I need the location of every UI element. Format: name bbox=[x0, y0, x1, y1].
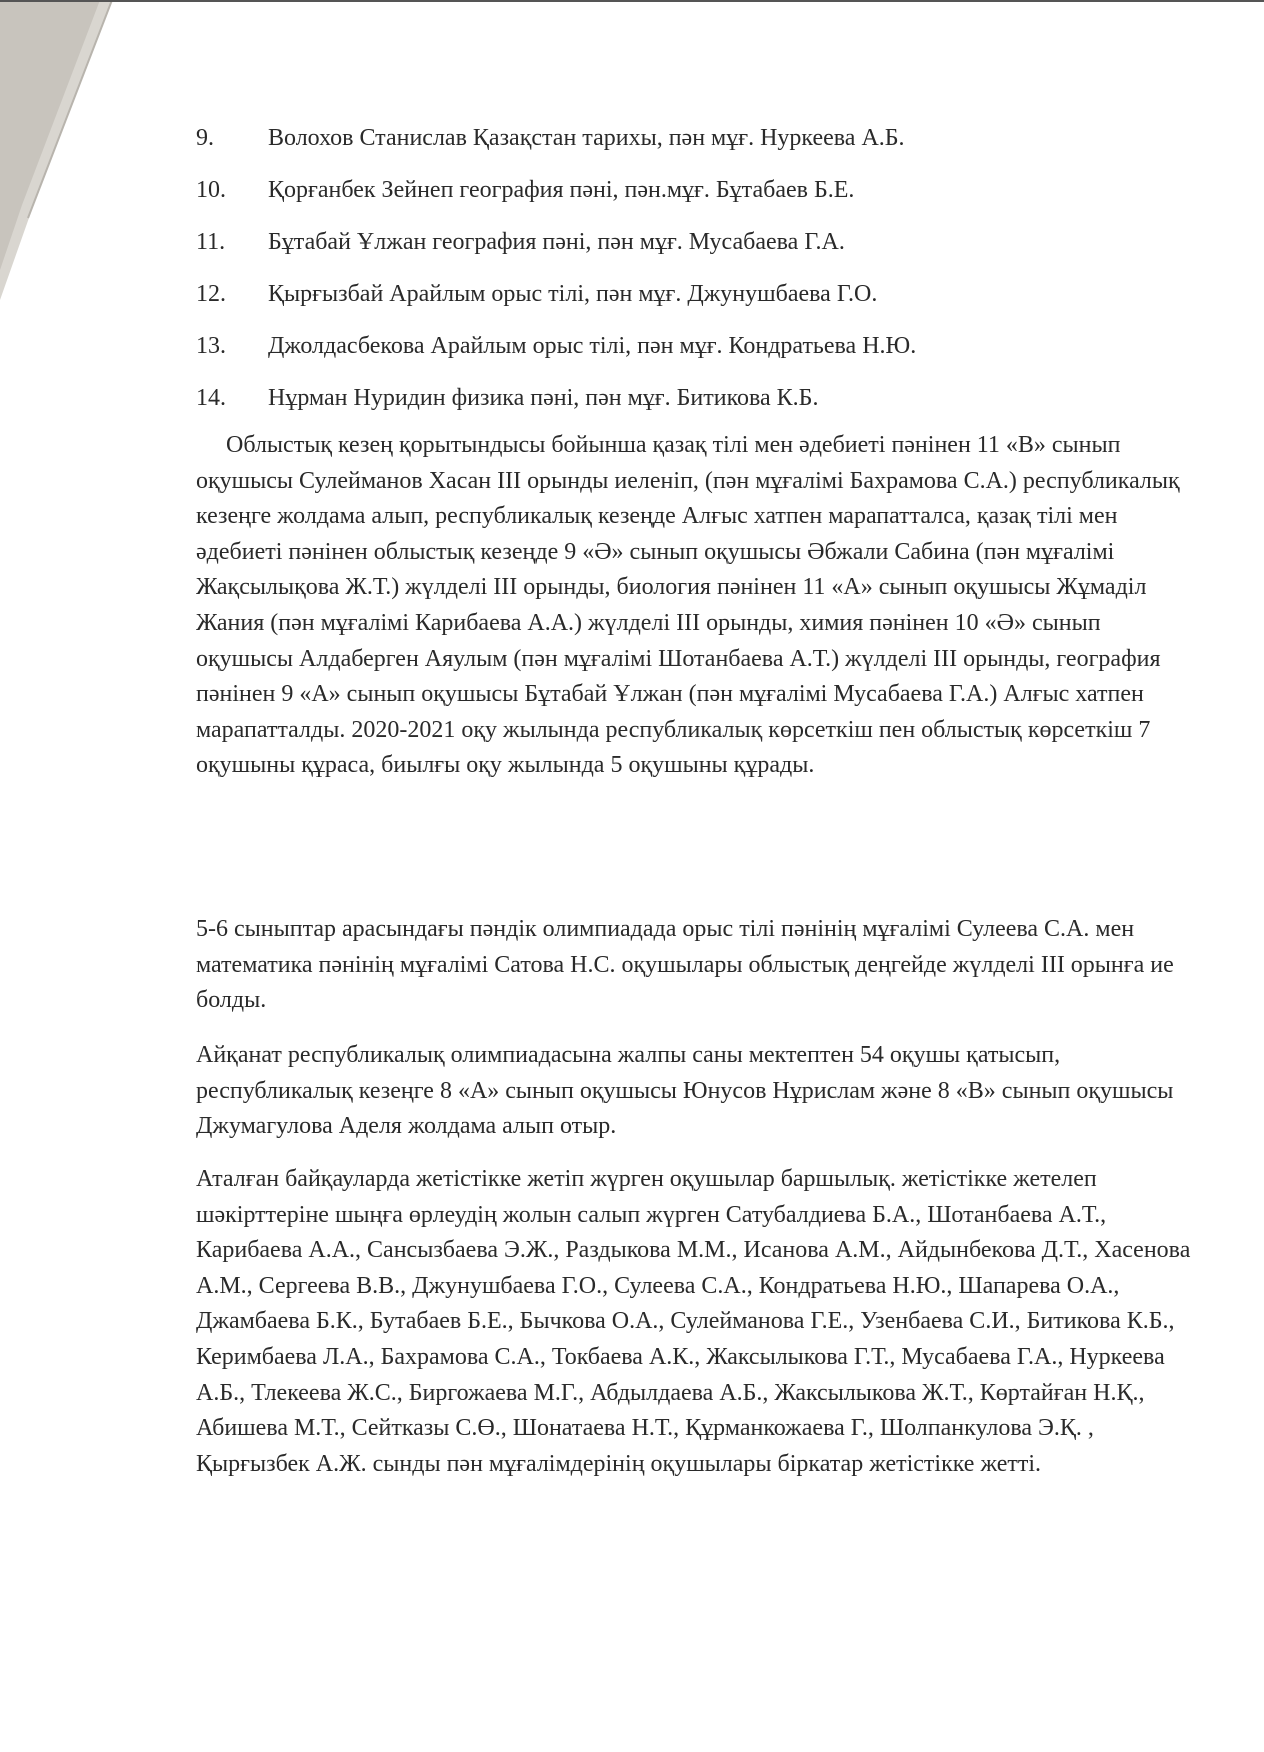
list-text: Волохов Станислав Қазақстан тарихы, пән мұғ. Нуркеева А.Б. bbox=[268, 125, 905, 151]
list-item bbox=[196, 164, 1196, 216]
list-number: 12. bbox=[196, 281, 226, 307]
paragraph-teachers-list: Аталған байқауларда жетістікке жетіп жүрген оқушылар баршылық. жетістікке жетелеп шәкірттеріне шыңға өрлеудің жолын салып жүрген Сатубалдиева Б.А., Шотанбаева А.Т., Карибаева А.А., Сансызбаева Э.Ж., Раздыкова М.М., Исанова А.М., Айдынбекова Д.Т., Хасенова А.М., Сергеева В.В., Джунушбаева Г.О., Сулеева С.А., Кондратьева Н.Ю., Шапарева О.А., Джамбаева Б.К., Бутабаев Б.Е., Бычкова О.А., Сулейманова Г.Е., Узенбаева С.И., Битикова К.Б., Керимбаева Л.А., Бахрамова С.А., Токбаева А.К., Жаксылыкова Г.Т., Мусабаева Г.А., Нуркеева А.Б., Тлекеева Ж.С., Биргожаева М.Г., Абдылдаева А.Б., Жаксылыкова Ж.Т., Көртайған Н.Қ., Абишева М.Т., Сейтказы С.Ө., Шонатаева Н.Т., Құрманкожаева Г., Шолпанкулова Э.Қ. , Қырғызбек А.Ж. сынды пән мұғалімдерінің оқушылары біркатар жетістікке жетті. bbox=[196, 1166, 1191, 1477]
paragraph-grade-5-6-olympiad: 5-6 сыныптар арасындағы пәндік олимпиадада орыс тілі пәнінің мұғалімі Сулеева С.А. мен математика пәнінің мұғалімі Сатова Н.С. оқушылары облыстық деңгейде жүлделі ІІІ орынға ие болды. bbox=[196, 916, 1174, 1014]
list-text: Нұрман Нуридин физика пәні, пән мұғ. Битикова К.Б. bbox=[268, 385, 819, 411]
list-item bbox=[196, 268, 1196, 320]
paragraph-aikanat-olympiad: Айқанат республикалық олимпиадасына жалпы саны мектептен 54 оқушы қатысып, республикалық кезеңге 8 «А» сынып оқушысы Юнусов Нұрислам және 8 «В» сынып оқушысы Джумагулова Аделя жолдама алып отыр. bbox=[196, 1042, 1174, 1140]
list-item bbox=[196, 216, 1196, 268]
list-text: Қырғызбай Арайлым орыс тілі, пән мұғ. Джунушбаева Г.О. bbox=[268, 281, 878, 307]
list-number: 13. bbox=[196, 333, 226, 359]
list-number: 10. bbox=[196, 177, 226, 203]
list-number: 14. bbox=[196, 385, 226, 411]
list-number: 11. bbox=[196, 229, 226, 255]
list-item bbox=[196, 320, 1196, 372]
list-item bbox=[196, 372, 1196, 424]
student-list bbox=[196, 112, 1196, 424]
list-text: Бұтабай Ұлжан география пәні, пән мұғ. Мусабаева Г.А. bbox=[268, 229, 845, 255]
paragraph-regional-results: Облыстық кезең қорытындысы бойынша қазақ тілі мен әдебиеті пәнінен 11 «В» сынып оқушысы Сулейманов Хасан ІІІ орынды иеленіп, (пән мұғалімі Бахрамова С.А.) республикалық кезеңге жолдама алып, республикалық кезеңде Алғыс хатпен марапатталса, қазақ тілі мен әдебиеті пәнінен облыстық кезеңде 9 «Ә» сынып оқушысы Әбжали Сабина (пән мұғалімі Жақсылықова Ж.Т.) жүлделі ІІІ орынды, биология пәнінен 11 «А» сынып оқушысы Жұмаділ Жания (пән мұғалімі Карибаева А.А.) жүлделі ІІІ орынды, химия пәнінен 10 «Ә» сынып оқушысы Алдаберген Аяулым (пән мұғалімі Шотанбаева А.Т.) жүлделі ІІІ орынды, география пәнінен 9 «А» сынып оқушысы Бұтабай Ұлжан (пән мұғалімі Мусабаева Г.А.) Алғыс хатпен марапатталды. 2020-2021 оқу жылында республикалық көрсеткіш пен облыстық көрсеткіш 7 оқушыны құраса, биылғы оқу жылында 5 оқушыны құрады. bbox=[196, 432, 1180, 779]
list-item bbox=[196, 112, 1196, 164]
list-text: Қорғанбек Зейнеп география пәні, пән.мұғ. Бұтабаев Б.Е. bbox=[268, 177, 855, 203]
list-number: 9. bbox=[196, 125, 214, 151]
list-text: Джолдасбекова Арайлым орыс тілі, пән мұғ. Кондратьева Н.Ю. bbox=[268, 333, 917, 359]
